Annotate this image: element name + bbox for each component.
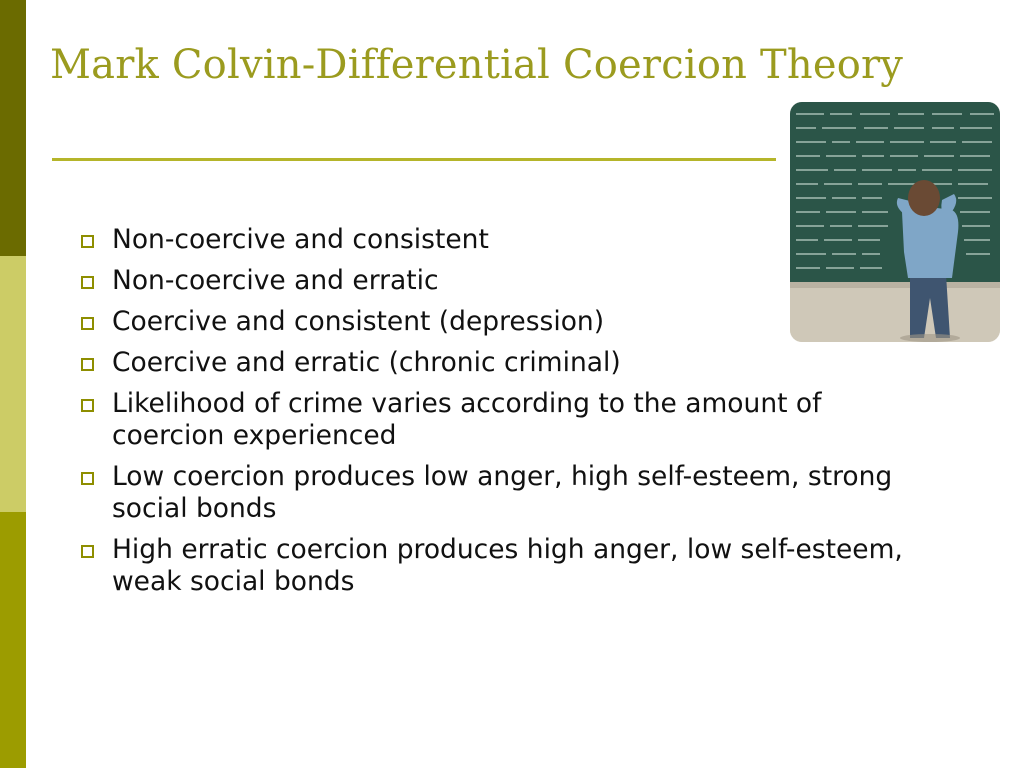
list-item-text: High erratic coercion produces high anger, low self-esteem, weak social bonds bbox=[112, 534, 903, 597]
list-item bbox=[78, 265, 938, 297]
list-item-text: Non-coercive and erratic bbox=[112, 265, 439, 296]
sidebar-band-mid bbox=[0, 512, 26, 768]
slide-title: Mark Colvin-Differential Coercion Theory bbox=[50, 42, 904, 88]
sidebar-band-dark bbox=[0, 0, 26, 256]
list-item-text: Coercive and consistent (depression) bbox=[112, 306, 605, 337]
sidebar-band-light bbox=[0, 256, 26, 512]
list-item-text: Likelihood of crime varies according to the amount of coercion experienced bbox=[112, 388, 822, 451]
list-item bbox=[78, 388, 852, 452]
sidebar-accent bbox=[0, 0, 26, 768]
list-item-text: Low coercion produces low anger, high self-esteem, strong social bonds bbox=[112, 461, 893, 524]
list-item-text: Coercive and erratic (chronic criminal) bbox=[112, 347, 621, 378]
list-item bbox=[78, 224, 938, 256]
list-item bbox=[78, 461, 912, 525]
square-bullet-icon bbox=[81, 276, 94, 289]
square-bullet-icon bbox=[81, 545, 94, 558]
list-item bbox=[78, 306, 938, 338]
square-bullet-icon bbox=[81, 472, 94, 485]
list-item bbox=[78, 347, 938, 379]
title-underline bbox=[52, 158, 776, 161]
square-bullet-icon bbox=[81, 317, 94, 330]
square-bullet-icon bbox=[81, 358, 94, 371]
bullet-list bbox=[78, 224, 938, 607]
square-bullet-icon bbox=[81, 399, 94, 412]
square-bullet-icon bbox=[81, 235, 94, 248]
list-item bbox=[78, 534, 952, 598]
list-item-text: Non-coercive and consistent bbox=[112, 224, 489, 255]
